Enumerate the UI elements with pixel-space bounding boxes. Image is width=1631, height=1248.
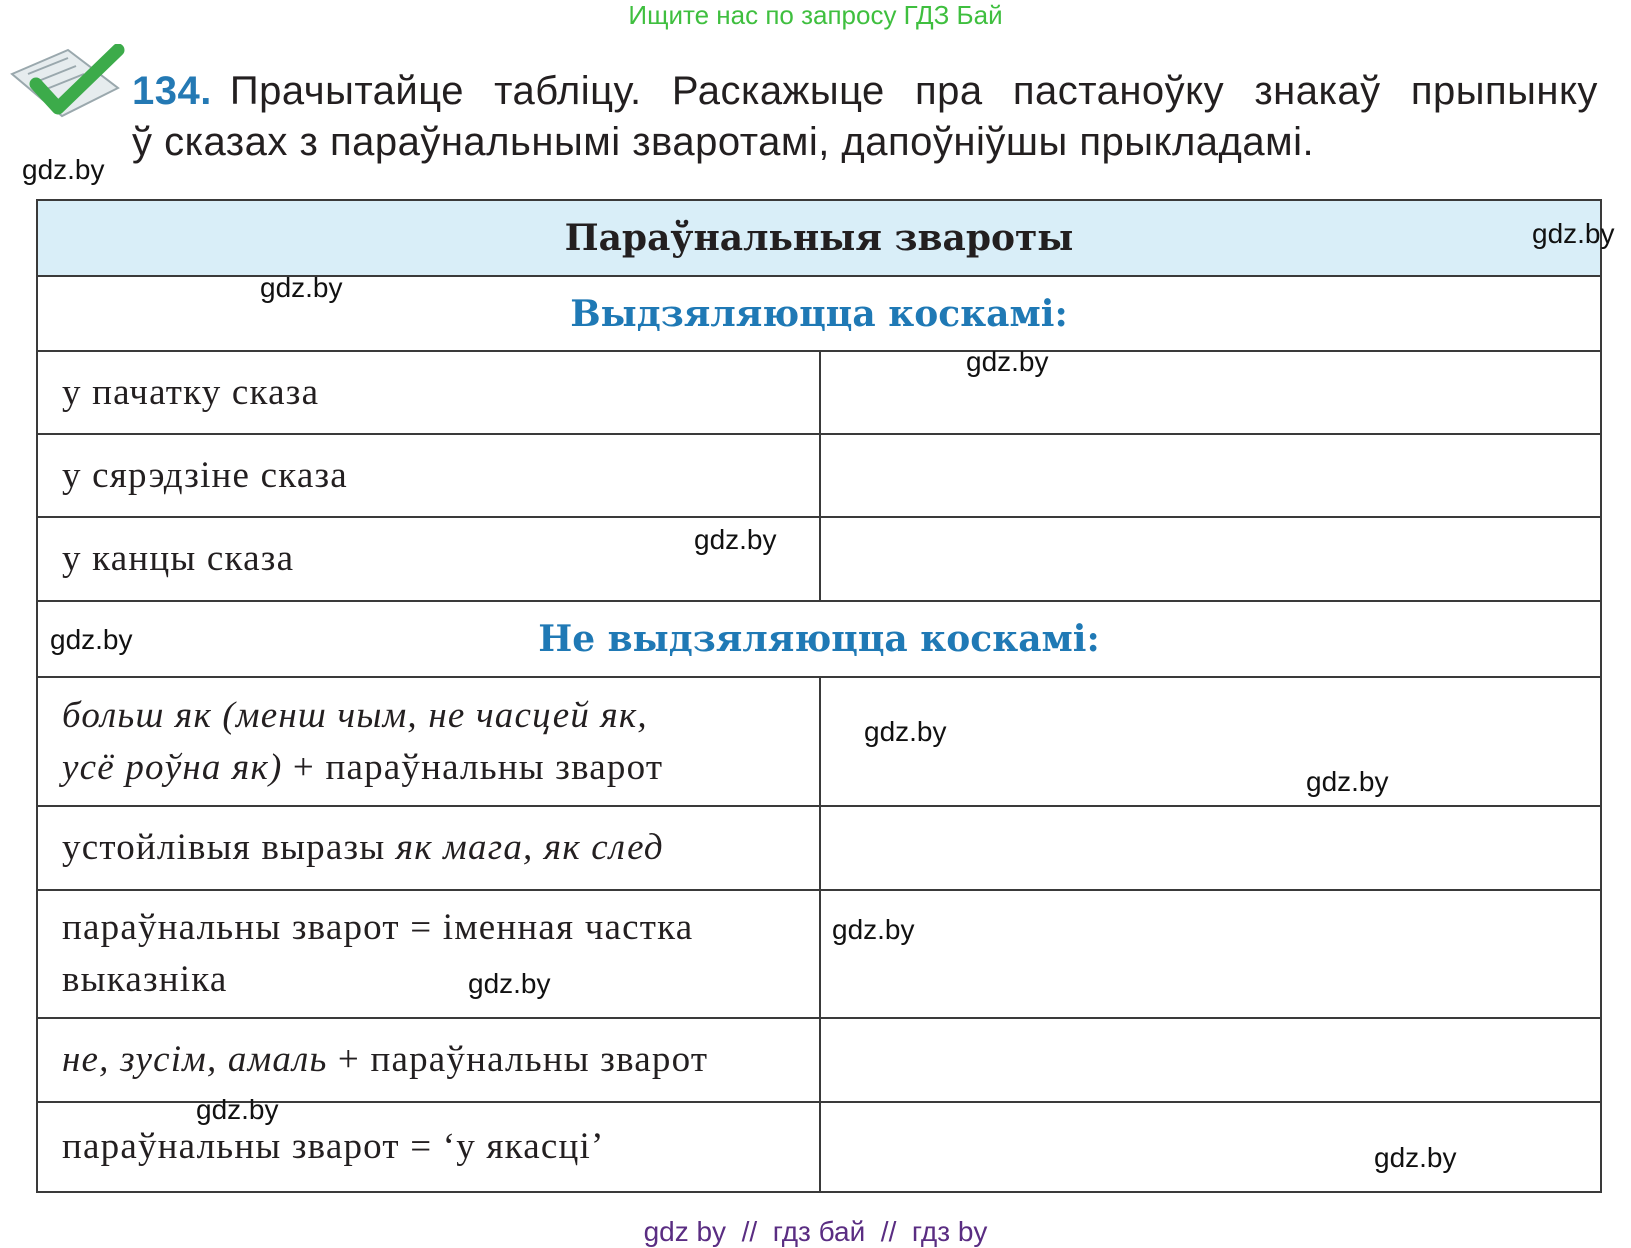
watermark: gdz.by [196,1094,279,1125]
row-label: параўнальны зварот = іменная частка выказніка [38,891,821,1017]
watermark: gdz.by [832,914,915,945]
example-cell[interactable] [821,1019,1600,1101]
table-row [38,518,1600,602]
task-text [132,66,1598,168]
task-line-1: 134. Прачытайце табліцу. Раскажыце пра пастаноўку знакаў прыпынку [132,69,1598,113]
comparison-table [36,199,1602,1193]
watermark: gdz.by [260,272,343,303]
row-label: не, зусім, амаль + параўнальны зварот [38,1019,821,1101]
table-row [38,352,1600,435]
example-cell[interactable] [821,352,1600,433]
row-label: у сярэдзіне сказа [38,435,821,516]
section-with-commas: Выдзяляюцца коскамі: [38,277,1600,352]
row-label: устойлівыя выразы як мага, як след [38,807,821,889]
example-cell[interactable] [821,518,1600,600]
section-without-commas: Не выдзяляюцца коскамі: [38,602,1600,678]
table-row [38,435,1600,518]
row-label: больш як (менш чым, не часцей як, усё роўна як) + параўнальны зварот [38,678,821,805]
watermark: gdz.by [694,524,777,555]
watermark: gdz.by [1374,1142,1457,1173]
watermark: gdz.by [50,624,133,655]
example-cell[interactable] [821,1103,1600,1191]
table-row [38,891,1600,1019]
task-line-2: ў сказах з параўнальнымі зваротамі, дапоўніўшы прыкладамі. [132,120,1315,164]
table-row [38,1019,1600,1103]
checkmark-notebook-icon [8,44,126,124]
row-label: параўнальны зварот = ‘у якасці’ [38,1103,821,1191]
example-cell[interactable] [821,891,1600,1017]
watermark: gdz.by [1532,218,1615,249]
row-label: у канцы сказа [38,518,821,600]
row-label: у пачатку сказа [38,352,821,433]
footer-links: gdz by // гдз бай // гдз by [643,1216,988,1247]
example-cell[interactable] [821,435,1600,516]
watermark: gdz.by [966,346,1049,377]
watermark: gdz.by [22,154,105,185]
example-cell[interactable] [821,807,1600,889]
search-banner: Ищите нас по запросу ГДЗ Бай [628,0,1003,30]
table-header: Параўнальныя звароты [38,201,1600,277]
task-number: 134. [132,69,212,113]
watermark: gdz.by [1306,766,1389,797]
watermark: gdz.by [468,968,551,999]
watermark: gdz.by [864,716,947,747]
table-row [38,807,1600,891]
